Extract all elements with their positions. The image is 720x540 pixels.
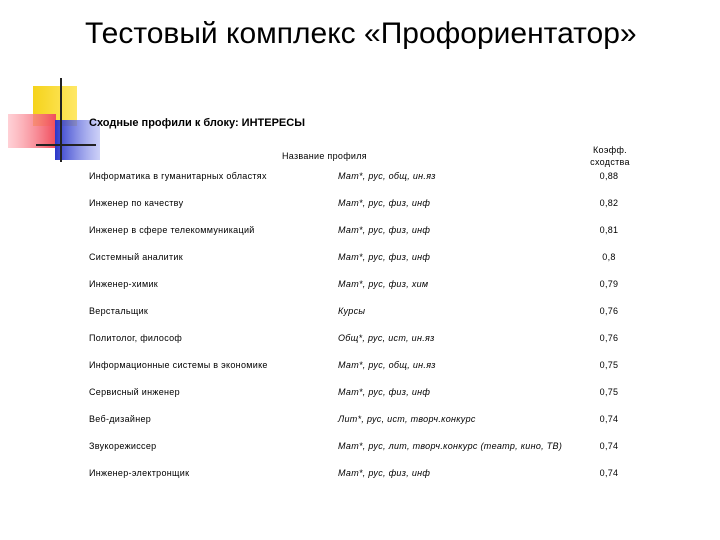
column-header-similarity-line2: сходства: [590, 157, 630, 167]
profile-subjects: Мат*, рус, лит, творч.конкурс (театр, кино, ТВ): [338, 441, 563, 451]
similarity-value: 0,76: [599, 306, 619, 316]
profile-name: Инженер в сфере телекоммуникаций: [89, 225, 255, 235]
similarity-value: 0,88: [599, 171, 619, 181]
profile-subjects: Мат*, рус, физ, хим: [338, 279, 429, 289]
similarity-value: 0,76: [599, 333, 619, 343]
table-row: [89, 436, 649, 463]
column-header-similarity-line1: Коэфф.: [593, 145, 627, 155]
profile-name: Политолог, философ: [89, 333, 183, 343]
similarity-value: 0,74: [599, 441, 619, 451]
table-row: [89, 463, 649, 490]
profile-subjects: Курсы: [338, 306, 366, 316]
profiles-table: [89, 166, 649, 490]
table-row: [89, 193, 649, 220]
profile-name: Сервисный инженер: [89, 387, 180, 397]
similarity-value: 0,74: [599, 468, 619, 478]
similarity-value: 0,81: [599, 225, 619, 235]
profile-subjects: Мат*, рус, физ, инф: [338, 468, 431, 478]
profile-name: Звукорежиссер: [89, 441, 157, 451]
profile-subjects: Общ*, рус, ист, ин.яз: [338, 333, 435, 343]
profile-name: Инженер-химик: [89, 279, 159, 289]
table-row: [89, 247, 649, 274]
profile-name: Верстальщик: [89, 306, 149, 316]
table-row: [89, 382, 649, 409]
profile-subjects: Мат*, рус, физ, инф: [338, 387, 431, 397]
profile-name: Инженер-электронщик: [89, 468, 190, 478]
table-row: [89, 166, 649, 193]
table-row: [89, 301, 649, 328]
column-header-profile-name: Название профиля: [282, 151, 367, 161]
profile-subjects: Мат*, рус, физ, инф: [338, 198, 431, 208]
profile-name: Веб-дизайнер: [89, 414, 152, 424]
table-row: [89, 409, 649, 436]
table-row: [89, 328, 649, 355]
similarity-value: 0,8: [602, 252, 616, 262]
profile-name: Информационные системы в экономике: [89, 360, 268, 370]
profile-subjects: Мат*, рус, физ, инф: [338, 225, 431, 235]
block-subtitle: Сходные профили к блоку: ИНТЕРЕСЫ: [89, 117, 305, 129]
profile-name: Инженер по качеству: [89, 198, 184, 208]
similarity-value: 0,82: [599, 198, 619, 208]
column-header-similarity: [583, 144, 637, 168]
similarity-value: 0,75: [599, 360, 619, 370]
profile-subjects: Мат*, рус, физ, инф: [338, 252, 431, 262]
profile-name: Системный аналитик: [89, 252, 183, 262]
similarity-value: 0,74: [599, 414, 619, 424]
profile-subjects: Мат*, рус, общ, ин.яз: [338, 360, 436, 370]
decorative-squares-graphic: [0, 0, 100, 170]
profile-name: Информатика в гуманитарных областях: [89, 171, 267, 181]
table-row: [89, 355, 649, 382]
profile-subjects: Лит*, рус, ист, творч.конкурс: [338, 414, 476, 424]
similarity-value: 0,75: [599, 387, 619, 397]
table-row: [89, 220, 649, 247]
page-title: Тестовый комплекс «Профориентатор»: [85, 17, 637, 50]
profile-subjects: Мат*, рус, общ, ин.яз: [338, 171, 436, 181]
table-row: [89, 274, 649, 301]
similarity-value: 0,79: [599, 279, 619, 289]
